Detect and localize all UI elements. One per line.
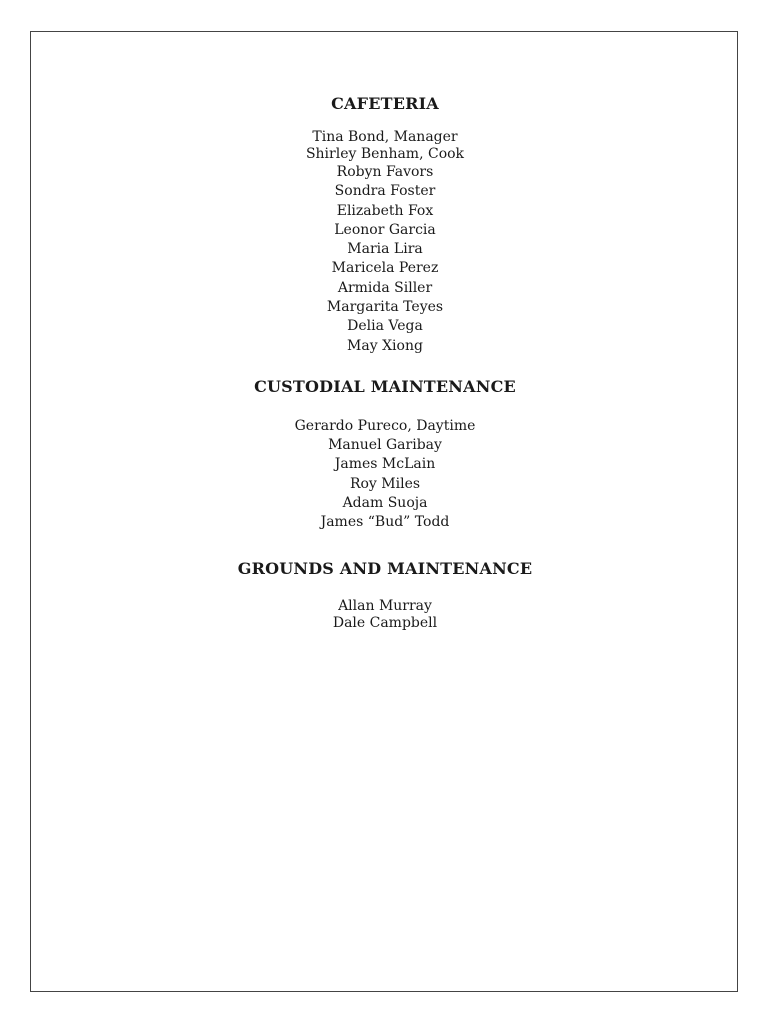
staff-name: Sondra Foster bbox=[334, 183, 436, 200]
section-heading: CAFETERIA bbox=[331, 94, 439, 113]
staff-list bbox=[0, 417, 770, 532]
staff-name: Shirley Benham, Cook bbox=[305, 146, 465, 162]
staff-name: Leonor Garcia bbox=[334, 221, 436, 238]
staff-name: May Xiong bbox=[347, 337, 423, 354]
staff-name: Margarita Teyes bbox=[326, 299, 444, 316]
staff-name: Gerardo Pureco, Daytime bbox=[294, 418, 476, 434]
staff-name: James “Bud” Todd bbox=[320, 514, 450, 531]
staff-name: Roy Miles bbox=[349, 475, 421, 492]
section-heading: CUSTODIAL MAINTENANCE bbox=[254, 377, 516, 396]
section-custodial-maintenance bbox=[0, 377, 770, 532]
staff-name: Manuel Garibay bbox=[328, 437, 442, 454]
staff-name: Dale Campbell bbox=[332, 615, 438, 631]
staff-name: James McLain bbox=[334, 456, 436, 473]
staff-list bbox=[0, 129, 770, 356]
staff-name: Allan Murray bbox=[338, 598, 432, 614]
staff-name: Maricela Perez bbox=[331, 260, 439, 277]
staff-name: Maria Lira bbox=[347, 241, 423, 258]
staff-name: Elizabeth Fox bbox=[336, 202, 434, 219]
staff-name: Armida Siller bbox=[337, 279, 433, 296]
section-heading: GROUNDS AND MAINTENANCE bbox=[237, 559, 533, 578]
staff-name: Delia Vega bbox=[347, 318, 423, 335]
staff-name: Tina Bond, Manager bbox=[312, 129, 458, 145]
staff-name: Robyn Favors bbox=[336, 164, 434, 180]
staff-name: Adam Suoja bbox=[342, 494, 428, 511]
section-cafeteria bbox=[0, 94, 770, 356]
section-grounds-and-maintenance bbox=[0, 559, 770, 632]
staff-list bbox=[0, 598, 770, 632]
